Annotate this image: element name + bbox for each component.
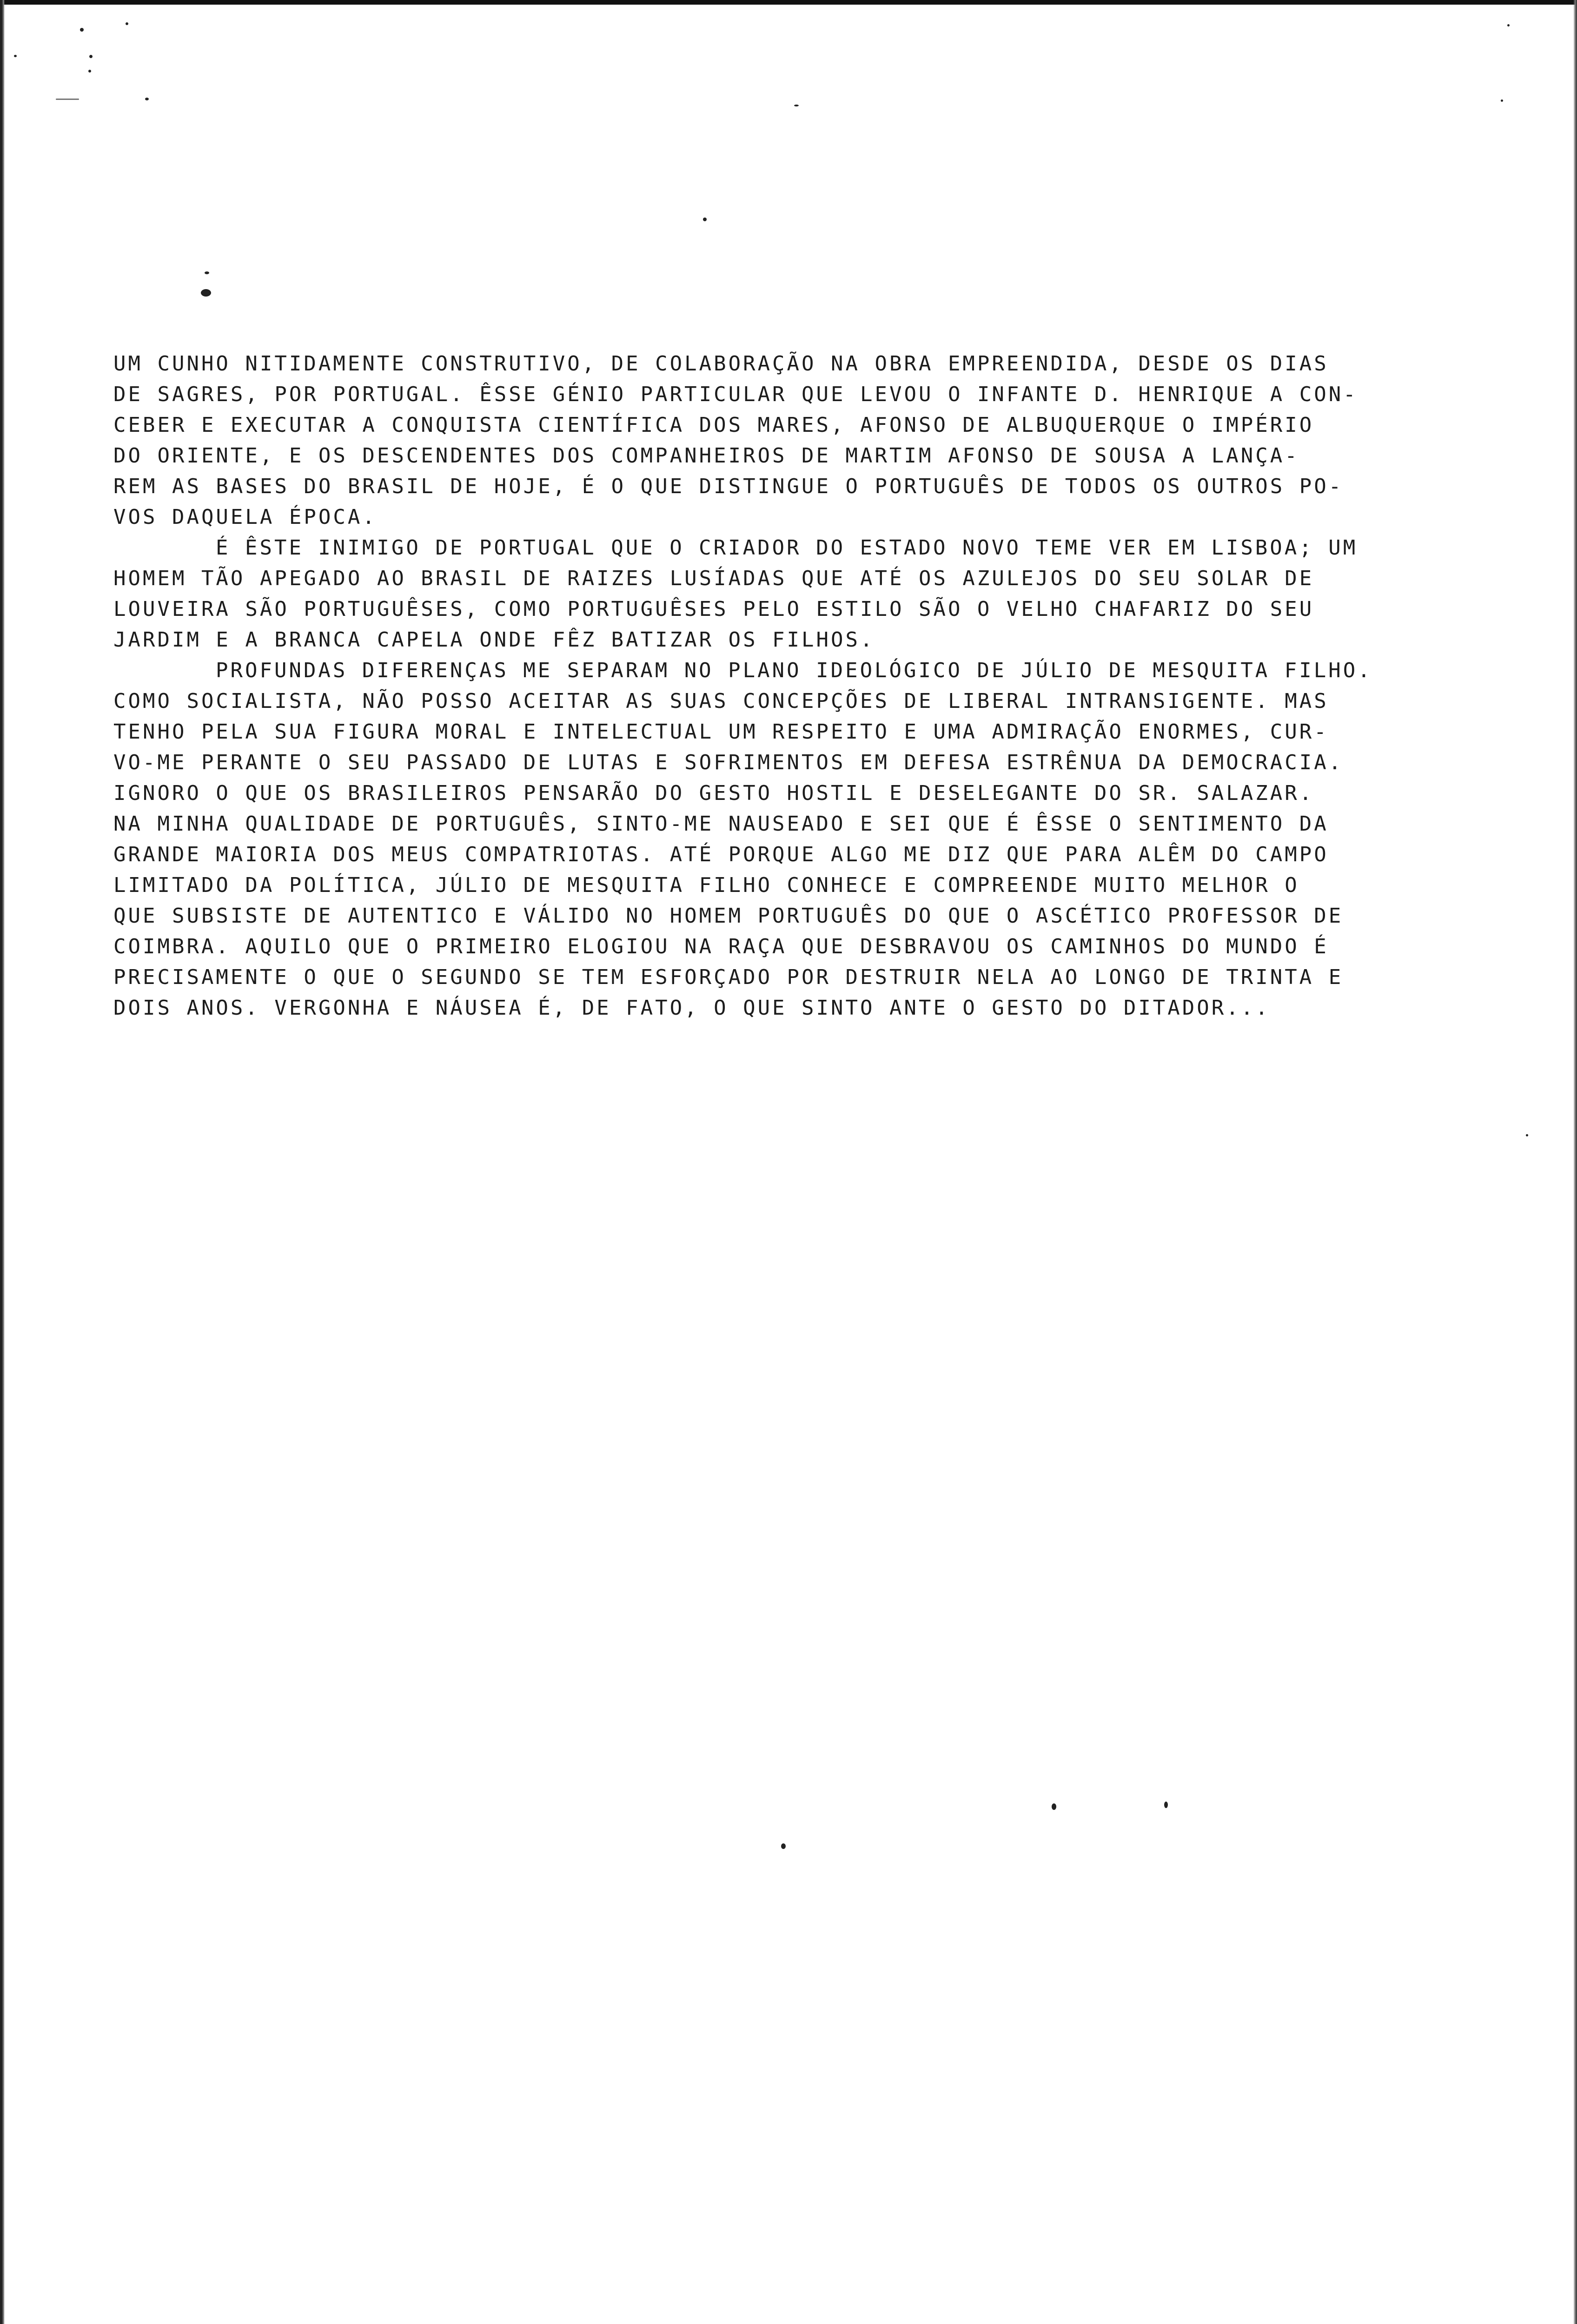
scan-speck	[1507, 24, 1510, 26]
text-line: REM AS BASES DO BRASIL DE HOJE, É O QUE DISTINGUE O PORTUGUÊS DE TODOS OS OUTROS PO-	[113, 475, 1344, 498]
text-line: COMO SOCIALISTA, NÃO POSSO ACEITAR AS SUAS CONCEPÇÕES DE LIBERAL INTRANSIGENTE. MAS	[113, 689, 1329, 713]
scan-speck	[794, 105, 799, 106]
text-line: É ÊSTE INIMIGO DE PORTUGAL QUE O CRIADOR DO ESTADO NOVO TEME VER EM LISBOA; UM	[216, 536, 1358, 560]
scan-speck	[80, 28, 84, 32]
text-line: TENHO PELA SUA FIGURA MORAL E INTELECTUAL UM RESPEITO E UMA ADMIRAÇÃO ENORMES, CUR-	[113, 720, 1329, 744]
scan-speck	[1052, 1803, 1056, 1810]
scan-speck	[145, 98, 149, 100]
scan-edge-right	[1573, 0, 1577, 2324]
text-line: UM CUNHO NITIDAMENTE CONSTRUTIVO, DE COLABORAÇÃO NA OBRA EMPREENDIDA, DESDE OS DIAS	[113, 352, 1329, 376]
scan-speck	[1164, 1802, 1168, 1808]
text-line: DOIS ANOS. VERGONHA E NÁUSEA É, DE FATO, O QUE SINTO ANTE O GESTO DO DITADOR...	[113, 996, 1270, 1020]
text-line: LIMITADO DA POLÍTICA, JÚLIO DE MESQUITA FILHO CONHECE E COMPREENDE MUITO MELHOR O	[113, 873, 1299, 897]
scan-speck	[703, 218, 707, 221]
scan-speck	[89, 55, 93, 58]
text-line: NA MINHA QUALIDADE DE PORTUGUÊS, SINTO-ME NAUSEADO E SEI QUE É ÊSSE O SENTIMENTO DA	[113, 812, 1329, 836]
text-line: VOS DAQUELA ÉPOCA.	[113, 505, 377, 529]
text-line: DO ORIENTE, E OS DESCENDENTES DOS COMPANHEIROS DE MARTIM AFONSO DE SOUSA A LANÇA-	[113, 444, 1299, 468]
scan-speck	[56, 99, 79, 100]
text-line: IGNORO O QUE OS BRASILEIROS PENSARÃO DO GESTO HOSTIL E DESELEGANTE DO SR. SALAZAR.	[113, 781, 1314, 805]
scan-speck	[781, 1843, 786, 1849]
text-line: GRANDE MAIORIA DOS MEUS COMPATRIOTAS. ATÉ PORQUE ALGO ME DIZ QUE PARA ALÊM DO CAMPO	[113, 843, 1329, 866]
text-line: PRECISAMENTE O QUE O SEGUNDO SE TEM ESFORÇADO POR DESTRUIR NELA AO LONGO DE TRINTA E	[113, 965, 1344, 989]
scan-speck	[126, 22, 128, 25]
typed-letter-text	[113, 349, 1490, 1023]
scan-speck	[14, 55, 17, 57]
scan-speck	[201, 289, 211, 297]
text-line: PROFUNDAS DIFERENÇAS ME SEPARAM NO PLANO IDEOLÓGICO DE JÚLIO DE MESQUITA FILHO.	[216, 659, 1372, 682]
scan-edge-top	[0, 0, 1577, 5]
text-line: VO-ME PERANTE O SEU PASSADO DE LUTAS E SOFRIMENTOS EM DEFESA ESTRÊNUA DA DEMOCRACIA.	[113, 751, 1344, 774]
scan-edge-left	[0, 0, 5, 2324]
scan-speck	[88, 70, 91, 73]
text-line: HOMEM TÃO APEGADO AO BRASIL DE RAIZES LUSÍADAS QUE ATÉ OS AZULEJOS DO SEU SOLAR DE	[113, 567, 1314, 590]
scan-speck	[1501, 99, 1503, 102]
text-line: CEBER E EXECUTAR A CONQUISTA CIENTÍFICA DOS MARES, AFONSO DE ALBUQUERQUE O IMPÉRIO	[113, 413, 1314, 437]
scan-speck	[1526, 1134, 1528, 1136]
scan-speck	[205, 271, 209, 274]
text-line: COIMBRA. AQUILO QUE O PRIMEIRO ELOGIOU NA RAÇA QUE DESBRAVOU OS CAMINHOS DO MUNDO É	[113, 935, 1329, 958]
text-line: QUE SUBSISTE DE AUTENTICO E VÁLIDO NO HOMEM PORTUGUÊS DO QUE O ASCÉTICO PROFESSOR DE	[113, 904, 1344, 928]
text-line: LOUVEIRA SÃO PORTUGUÊSES, COMO PORTUGUÊSES PELO ESTILO SÃO O VELHO CHAFARIZ DO SEU	[113, 597, 1314, 621]
text-line: DE SAGRES, POR PORTUGAL. ÊSSE GÉNIO PARTICULAR QUE LEVOU O INFANTE D. HENRIQUE A CON-	[113, 383, 1358, 406]
text-line: JARDIM E A BRANCA CAPELA ONDE FÊZ BATIZAR OS FILHOS.	[113, 628, 875, 652]
